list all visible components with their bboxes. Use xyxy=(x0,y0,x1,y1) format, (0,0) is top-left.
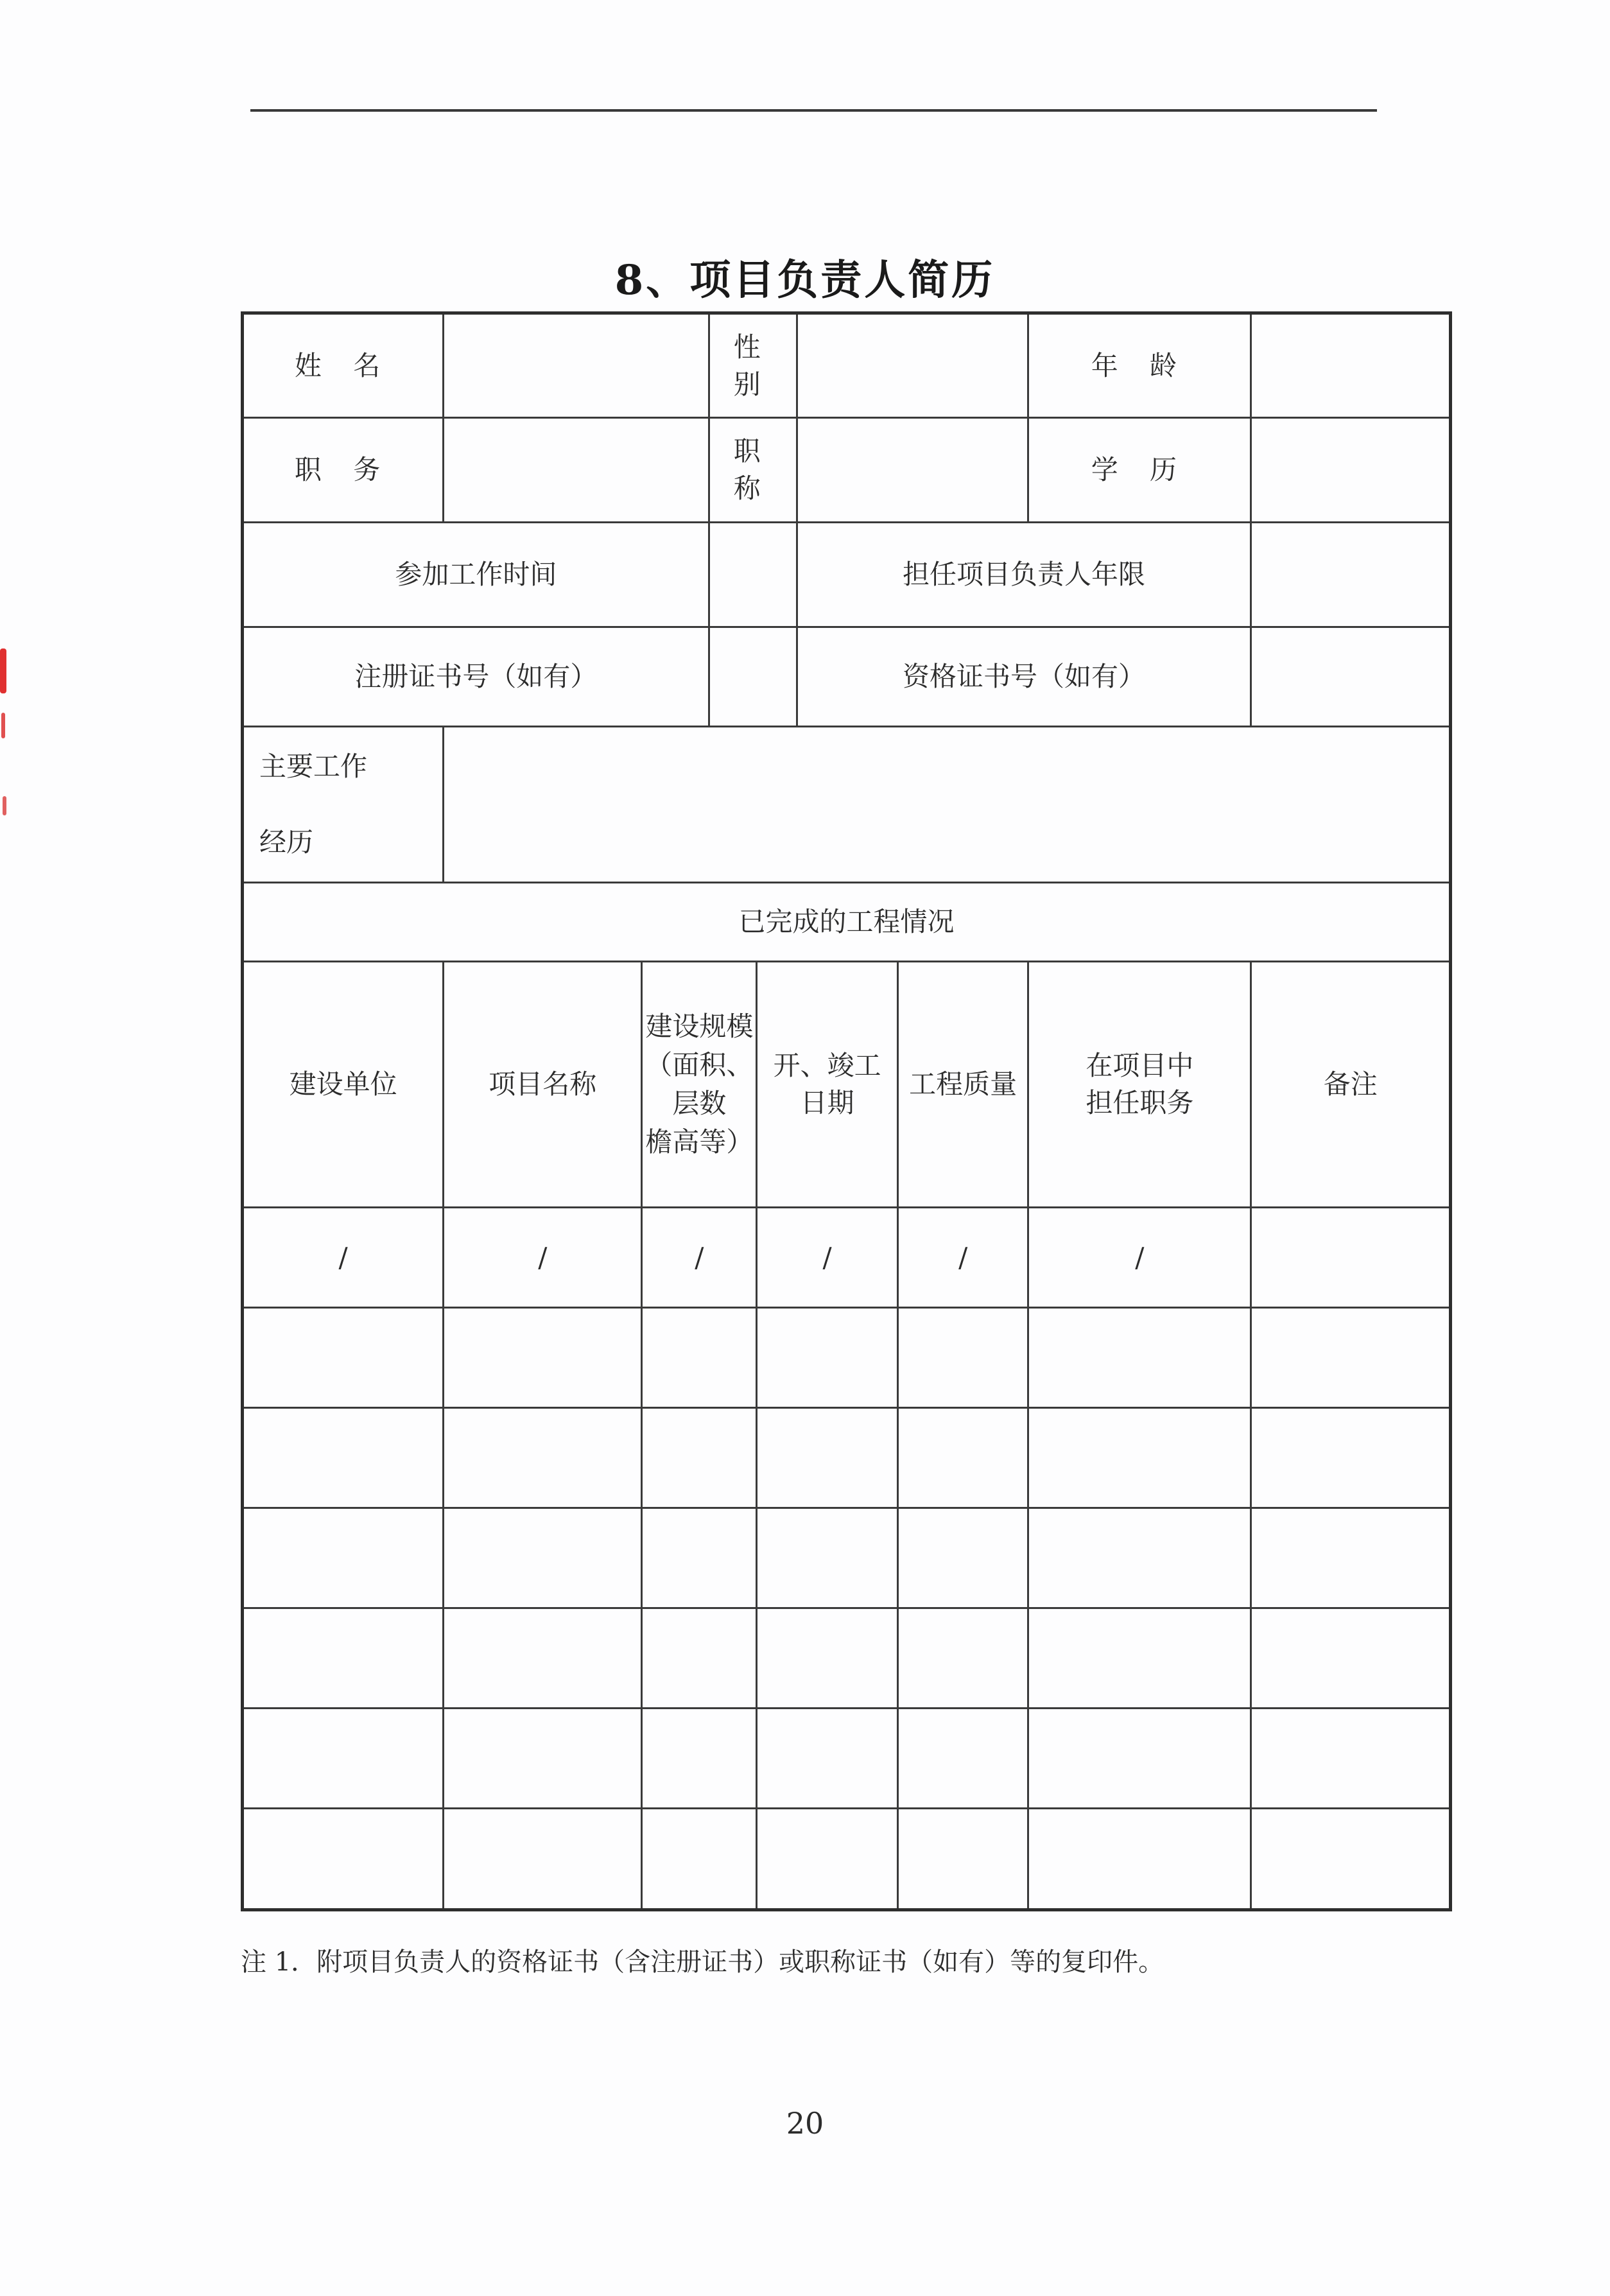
work-start-value[interactable] xyxy=(709,523,797,627)
table-cell[interactable] xyxy=(1251,1408,1451,1508)
table-cell[interactable] xyxy=(897,1709,1028,1809)
header-quality: 工程质量 xyxy=(897,962,1028,1208)
header-dates-line1: 开、竣工 xyxy=(773,1050,881,1081)
table-row xyxy=(243,1308,1451,1408)
gender-label: 性 别 xyxy=(709,313,797,418)
basic-info-row-3 xyxy=(243,523,1451,627)
table-cell[interactable] xyxy=(757,1308,898,1408)
header-scale-line3: 檐高等） xyxy=(645,1126,754,1158)
registration-cert-label: 注册证书号（如有） xyxy=(243,627,709,727)
table-cell[interactable] xyxy=(1028,1308,1251,1408)
gender-value[interactable] xyxy=(797,313,1028,418)
header-scale xyxy=(642,962,757,1208)
table-cell[interactable] xyxy=(1251,1508,1451,1608)
header-scale-line1: 建设规模 xyxy=(645,1011,754,1042)
table-cell[interactable] xyxy=(642,1408,757,1508)
table-cell[interactable] xyxy=(757,1508,898,1608)
header-rule xyxy=(250,109,1377,112)
table-cell[interactable]: / xyxy=(444,1208,642,1308)
table-cell[interactable] xyxy=(1028,1709,1251,1809)
basic-info-row-1 xyxy=(243,313,1451,418)
table-cell[interactable]: / xyxy=(897,1208,1028,1308)
red-stamp-edge xyxy=(0,648,6,693)
professional-title-value[interactable] xyxy=(797,418,1028,523)
age-value[interactable] xyxy=(1251,313,1451,418)
completed-projects-title: 已完成的工程情况 xyxy=(243,883,1451,962)
table-cell[interactable] xyxy=(757,1709,898,1809)
red-stamp-edge xyxy=(1,713,5,738)
table-cell[interactable]: / xyxy=(642,1208,757,1308)
table-cell[interactable] xyxy=(1251,1308,1451,1408)
resume-table xyxy=(241,311,1452,1911)
table-cell[interactable] xyxy=(897,1608,1028,1709)
table-cell[interactable] xyxy=(642,1608,757,1709)
table-cell[interactable] xyxy=(1251,1809,1451,1910)
table-cell[interactable] xyxy=(1028,1608,1251,1709)
completed-projects-title-row xyxy=(243,883,1451,962)
position-value[interactable] xyxy=(444,418,709,523)
table-cell[interactable] xyxy=(897,1508,1028,1608)
header-scale-line2: （面积、层数 xyxy=(645,1049,754,1119)
table-cell[interactable] xyxy=(1028,1408,1251,1508)
header-role-line2: 担任职务 xyxy=(1086,1087,1194,1118)
table-cell[interactable] xyxy=(444,1709,642,1809)
registration-cert-value[interactable] xyxy=(709,627,797,727)
table-cell[interactable] xyxy=(444,1608,642,1709)
age-label: 年 龄 xyxy=(1028,313,1251,418)
qualification-cert-value[interactable] xyxy=(1251,627,1451,727)
education-label: 学 历 xyxy=(1028,418,1251,523)
table-row xyxy=(243,1408,1451,1508)
table-cell[interactable] xyxy=(243,1408,444,1508)
table-cell[interactable] xyxy=(243,1508,444,1608)
page-number: 20 xyxy=(786,2106,824,2141)
name-value[interactable] xyxy=(444,313,709,418)
work-experience-label-line1: 主要工作 xyxy=(259,751,368,782)
table-cell[interactable] xyxy=(444,1809,642,1910)
table-cell[interactable] xyxy=(243,1308,444,1408)
education-value[interactable] xyxy=(1251,418,1451,523)
footnote: 注 1．附项目负责人的资格证书（含注册证书）或职称证书（如有）等的复印件。 xyxy=(241,1947,1164,1977)
header-role xyxy=(1028,962,1251,1208)
table-row xyxy=(243,1608,1451,1709)
table-row xyxy=(243,1508,1451,1608)
basic-info-row-2 xyxy=(243,418,1451,523)
professional-title-label: 职 称 xyxy=(709,418,797,523)
table-row xyxy=(243,1809,1451,1910)
table-cell[interactable] xyxy=(243,1608,444,1709)
completed-projects-header-row xyxy=(243,962,1451,1208)
table-cell[interactable]: / xyxy=(757,1208,898,1308)
table-cell[interactable] xyxy=(642,1508,757,1608)
header-dates xyxy=(757,962,898,1208)
name-label: 姓 名 xyxy=(243,313,444,418)
work-experience-label-line2: 经历 xyxy=(259,826,314,858)
red-stamp-edge xyxy=(3,796,6,815)
table-cell[interactable] xyxy=(243,1809,444,1910)
qualification-cert-label: 资格证书号（如有） xyxy=(797,627,1251,727)
table-cell[interactable] xyxy=(243,1709,444,1809)
page-title: 8、项目负责人简历 xyxy=(614,256,996,304)
work-experience-value[interactable] xyxy=(444,727,1451,883)
table-cell[interactable] xyxy=(757,1809,898,1910)
table-cell[interactable] xyxy=(1028,1508,1251,1608)
table-cell[interactable] xyxy=(1028,1809,1251,1910)
pm-years-value[interactable] xyxy=(1251,523,1451,627)
table-cell[interactable] xyxy=(642,1809,757,1910)
table-cell[interactable] xyxy=(642,1308,757,1408)
table-cell[interactable] xyxy=(897,1408,1028,1508)
table-cell[interactable] xyxy=(757,1608,898,1709)
table-cell[interactable] xyxy=(642,1709,757,1809)
table-cell[interactable] xyxy=(444,1508,642,1608)
header-remarks: 备注 xyxy=(1251,962,1451,1208)
table-row xyxy=(243,1208,1451,1308)
table-cell[interactable] xyxy=(1251,1709,1451,1809)
table-cell[interactable]: / xyxy=(243,1208,444,1308)
header-builder: 建设单位 xyxy=(243,962,444,1208)
header-project-name: 项目名称 xyxy=(444,962,642,1208)
basic-info-row-4 xyxy=(243,627,1451,727)
table-cell[interactable]: / xyxy=(1028,1208,1251,1308)
table-cell[interactable] xyxy=(757,1408,898,1508)
table-cell[interactable] xyxy=(897,1809,1028,1910)
work-experience-label xyxy=(243,727,444,883)
header-dates-line2: 日期 xyxy=(800,1087,854,1118)
work-start-label: 参加工作时间 xyxy=(243,523,709,627)
pm-years-label: 担任项目负责人年限 xyxy=(797,523,1251,627)
table-cell[interactable] xyxy=(444,1408,642,1508)
table-cell[interactable] xyxy=(444,1308,642,1408)
header-role-line1: 在项目中 xyxy=(1086,1050,1194,1081)
table-cell[interactable] xyxy=(897,1308,1028,1408)
work-experience-row xyxy=(243,727,1451,883)
table-cell[interactable] xyxy=(1251,1608,1451,1709)
table-row xyxy=(243,1709,1451,1809)
table-cell[interactable] xyxy=(1251,1208,1451,1308)
resume-table-wrapper xyxy=(241,311,1452,1911)
position-label: 职 务 xyxy=(243,418,444,523)
